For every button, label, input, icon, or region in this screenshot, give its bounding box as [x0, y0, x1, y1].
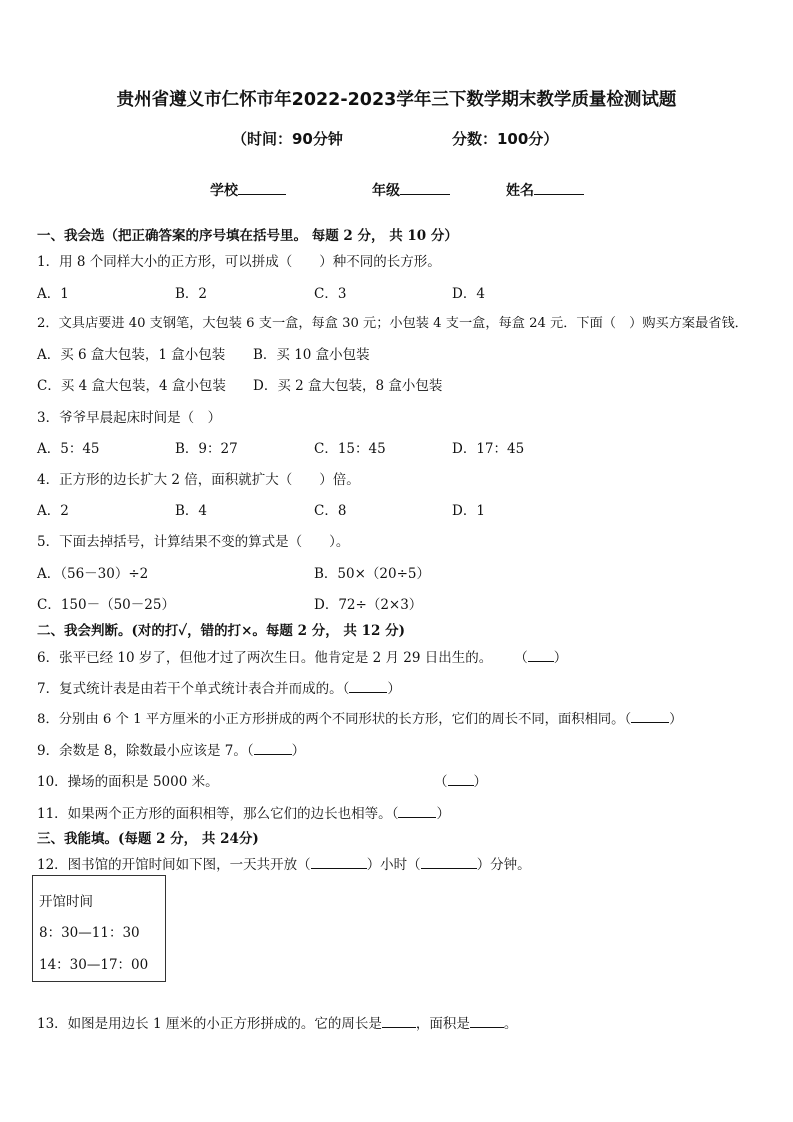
question-11-text: 11．如果两个正方形的面积相等，那么它们的边长也相等。 [37, 806, 392, 822]
q1-option-c[interactable]: C．3 [314, 286, 347, 302]
question-13: 13．如图是用边长 1 厘米的小正方形拼成的。它的周长是 ，面积是 。 [37, 1012, 517, 1032]
q3-option-a[interactable]: A．5：45 [37, 441, 100, 457]
q5-option-c[interactable]: C．150－（50－25） [37, 597, 175, 613]
q3-option-b[interactable]: B．9：27 [175, 441, 238, 457]
question-1: 1．用 8 个同样大小的正方形，可以拼成（ ）种不同的长方形。 [37, 254, 441, 270]
question-6: 6．张平已经 10 岁了，但他才过了两次生日。他肯定是 2 月 29 日出生的。 （ ） [37, 646, 567, 666]
grade-blank[interactable] [400, 180, 450, 195]
question-2: 2．文具店要进 40 支钢笔，大包装 6 支一盒，每盒 30 元；小包装 4 支一盒，每盒 24 元．下面（ ）购买方案最省钱． [37, 316, 748, 331]
name-field[interactable] [506, 180, 584, 200]
school-field[interactable] [210, 180, 286, 200]
question-12: 12．图书馆的开馆时间如下图，一天共开放（ ）小时（ ）分钟。 [37, 853, 531, 873]
opening-hours-title: 开馆时间 [39, 894, 93, 910]
q9-answer-blank[interactable] [254, 740, 292, 755]
q11-answer-blank[interactable] [398, 803, 436, 818]
q8-answer-blank[interactable] [631, 708, 669, 723]
section-heading-judge: 二、我会判断。(对的打✓，错的打×。每题 2 分， 共 12 分) [37, 623, 405, 639]
q4-option-c[interactable]: C．8 [314, 503, 347, 519]
exam-time: （时间：90分钟 [232, 130, 343, 148]
question-5: 5．下面去掉括号，计算结果不变的算式是（ ）。 [37, 534, 350, 550]
question-7-text: 7．复式统计表是由若干个单式统计表合并而成的。 [37, 681, 343, 697]
question-8: 8．分别由 6 个 1 平方厘米的小正方形拼成的两个不同形状的长方形，它们的周长不同，面积相同。（ ） [37, 708, 682, 727]
q1-option-d[interactable]: D．4 [452, 286, 485, 302]
name-blank[interactable] [534, 180, 584, 195]
school-blank[interactable] [238, 180, 286, 195]
question-8-text: 8．分别由 6 个 1 平方厘米的小正方形拼成的两个不同形状的长方形，它们的周长不同，面积相同。 [37, 712, 625, 727]
q4-option-d[interactable]: D．1 [452, 503, 485, 519]
question-9-text: 9．余数是 8，除数最小应该是 7。 [37, 743, 247, 759]
q4-option-a[interactable]: A．2 [37, 503, 69, 519]
q3-option-c[interactable]: C．15：45 [314, 441, 386, 457]
section-heading-choice: 一、我会选（把正确答案的序号填在括号里。 每题 2 分， 共 10 分） [37, 228, 458, 244]
question-10: 10．操场的面积是 5000 米。 [37, 774, 219, 790]
grade-label: 年级 [372, 183, 400, 199]
q4-option-b[interactable]: B．4 [175, 503, 208, 519]
opening-hours-morning: 8：30—11：30 [39, 925, 140, 941]
name-label: 姓名 [506, 183, 534, 199]
question-11: 11．如果两个正方形的面积相等，那么它们的边长也相等。（ ） [37, 802, 450, 822]
page-title: 贵州省遵义市仁怀市年2022-2023学年三下数学期末教学质量检测试题 [116, 90, 677, 110]
q3-option-d[interactable]: D．17：45 [452, 441, 525, 457]
q5-option-b[interactable]: B．50×（20÷5） [314, 566, 430, 582]
question-7: 7．复式统计表是由若干个单式统计表合并而成的。（ ） [37, 677, 401, 697]
q12-minutes-blank[interactable] [421, 854, 477, 869]
q2-option-b[interactable]: B．买 10 盒小包装 [253, 347, 370, 363]
question-6-text: 6．张平已经 10 岁了，但他才过了两次生日。他肯定是 2 月 29 日出生的。 [37, 650, 493, 666]
q2-option-c[interactable]: C．买 4 盒大包装，4 盒小包装 [37, 378, 226, 394]
q12-hours-blank[interactable] [311, 854, 367, 869]
question-3: 3．爷爷早晨起床时间是（ ） [37, 410, 222, 426]
q13-perimeter-blank[interactable] [382, 1013, 416, 1028]
q6-answer-blank[interactable] [528, 647, 554, 662]
exam-score: 分数：100分） [452, 130, 559, 148]
q2-option-a[interactable]: A．买 6 盒大包装，1 盒小包装 [37, 347, 226, 363]
opening-hours-box [32, 875, 166, 982]
q1-option-b[interactable]: B．2 [175, 286, 208, 302]
section-heading-fill: 三、我能填。(每题 2 分， 共 24分) [37, 831, 259, 847]
q1-option-a[interactable]: A．1 [37, 286, 69, 302]
grade-field[interactable] [372, 180, 450, 200]
q5-option-d[interactable]: D．72÷（2×3） [314, 597, 423, 613]
q2-option-d[interactable]: D．买 2 盒大包装，8 盒小包装 [253, 378, 443, 394]
school-label: 学校 [210, 183, 238, 199]
opening-hours-afternoon: 14：30—17：00 [39, 957, 149, 973]
q10-answer-blank[interactable] [448, 771, 474, 786]
q5-option-a[interactable]: A．（56－30）÷2 [37, 566, 149, 582]
q13-area-blank[interactable] [470, 1013, 504, 1028]
question-9: 9．余数是 8，除数最小应该是 7。（ ） [37, 739, 305, 759]
question-4: 4．正方形的边长扩大 2 倍，面积就扩大（ ）倍。 [37, 472, 360, 488]
q7-answer-blank[interactable] [349, 678, 387, 693]
q10-answer-paren: （ ） [434, 770, 487, 790]
